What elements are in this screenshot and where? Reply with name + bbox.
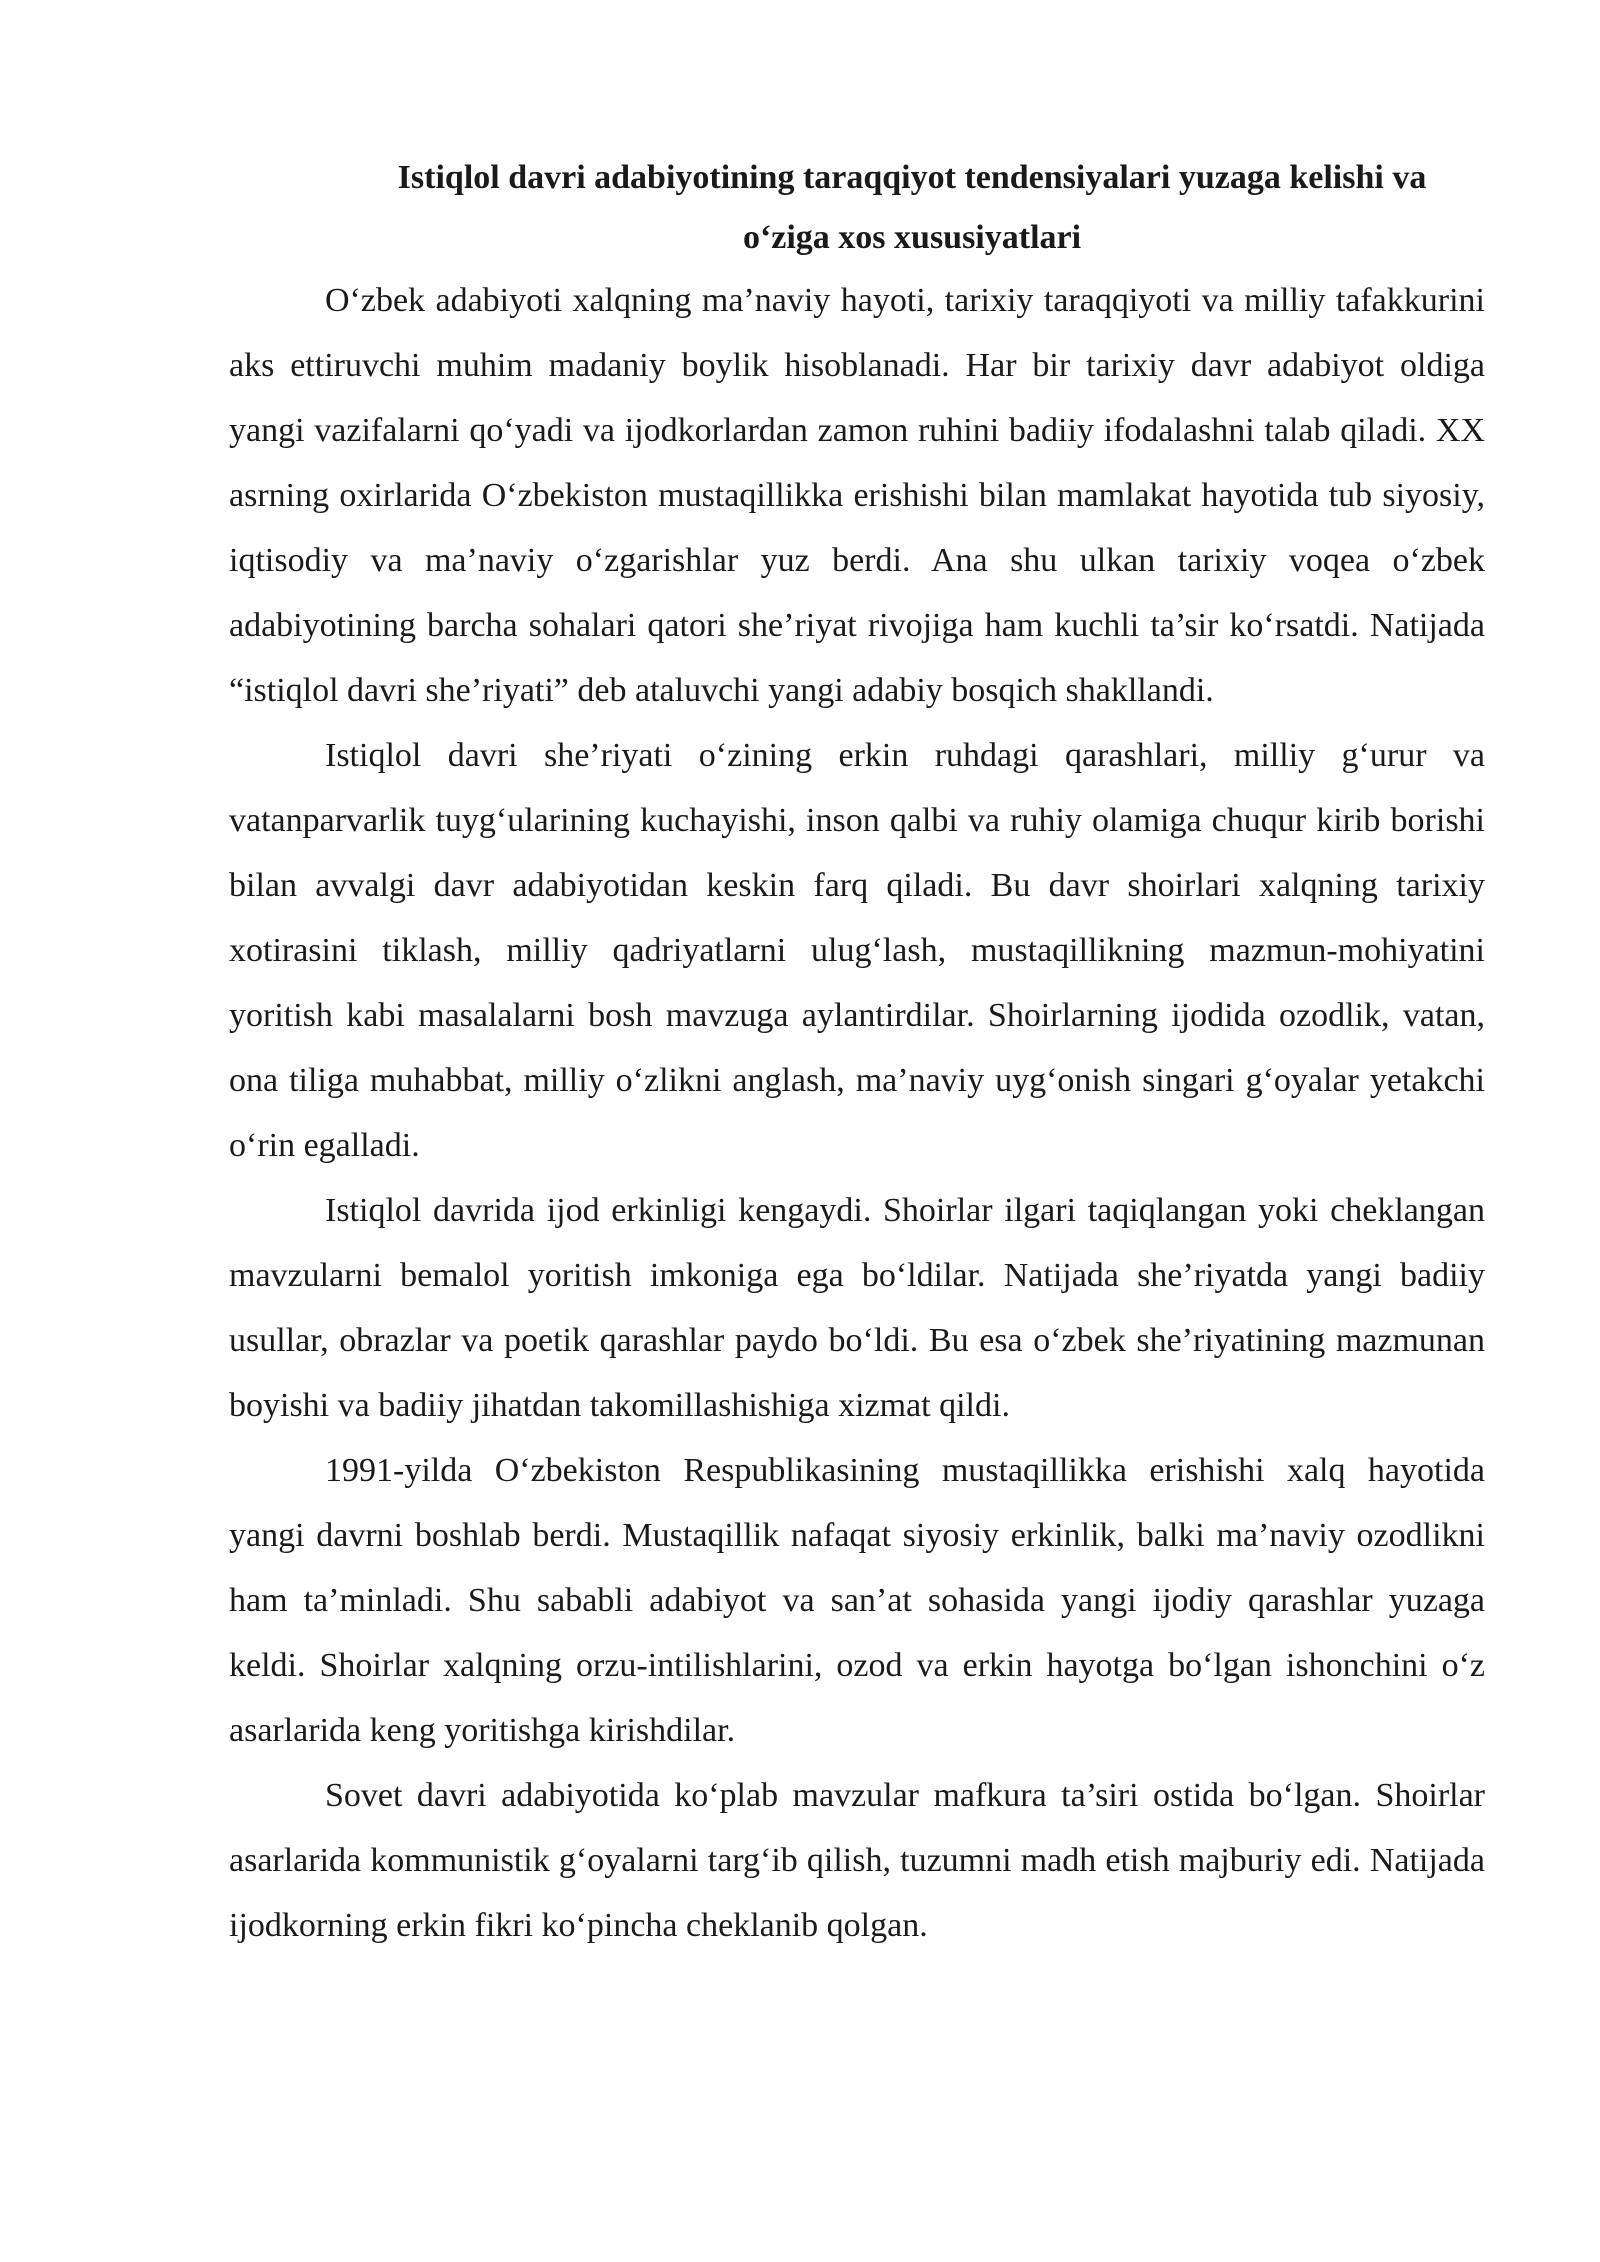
paragraph-5: Sovet davri adabiyotida ko‘plab mavzular mafkura ta’siri ostida bo‘lgan. Shoirlar asarlarida kommunistik g‘oyalarni targ‘ib qilish, tuzumni madh etish majburiy edi. Natijada ijodkorning erkin fikri ko‘pincha cheklanib qolgan. <box>229 1777 1485 1944</box>
title-line-1: Istiqlol davri adabiyotining taraqqiyot tendensiyalari yuzaga kelishi va <box>397 159 1427 196</box>
document-body <box>229 148 1485 1958</box>
paragraph-3: Istiqlol davrida ijod erkinligi kengaydi. Shoirlar ilgari taqiqlangan yoki cheklangan mavzularni bemalol yoritish imkoniga ega bo‘ldilar. Natijada she’riyatda yangi badiiy usullar, obrazlar va poetik qarashlar paydo bo‘ldi. Bu esa o‘zbek she’riyatining mazmunan boyishi va badiiy jihatdan takomillashishiga xizmat qildi. <box>229 1192 1485 1424</box>
paragraph-2: Istiqlol davri she’riyati o‘zining erkin ruhdagi qarashlari, milliy g‘urur va vatanparvarlik tuyg‘ularining kuchayishi, inson qalbi va ruhiy olamiga chuqur kirib borishi bilan avvalgi davr adabiyotidan keskin farq qiladi. Bu davr shoirlari xalqning tarixiy xotirasini tiklash, milliy qadriyatlarni ulug‘lash, mustaqillikning mazmun-mohiyatini yoritish kabi masalalarni bosh mavzuga aylantirdilar. Shoirlarning ijodida ozodlik, vatan, ona tiliga muhabbat, milliy o‘zlikni anglash, ma’naviy uyg‘onish singari g‘oyalar yetakchi o‘rin egalladi. <box>229 737 1485 1164</box>
document-title <box>229 148 1485 268</box>
paragraph-1: O‘zbek adabiyoti xalqning ma’naviy hayoti, tarixiy taraqqiyoti va milliy tafakkurini aks ettiruvchi muhim madaniy boylik hisoblanadi. Har bir tarixiy davr adabiyot oldiga yangi vazifalarni qo‘yadi va ijodkorlardan zamon ruhini badiiy ifodalashni talab qiladi. XX asrning oxirlarida O‘zbekiston mustaqillikka erishishi bilan mamlakat hayotida tub siyosiy, iqtisodiy va ma’naviy o‘zgarishlar yuz berdi. Ana shu ulkan tarixiy voqea o‘zbek adabiyotining barcha sohalari qatori she’riyat rivojiga ham kuchli ta’sir ko‘rsatdi. Natijada “istiqlol davri she’riyati” deb ataluvchi yangi adabiy bosqich shakllandi. <box>229 282 1485 709</box>
paragraph-4: 1991-yilda O‘zbekiston Respublikasining mustaqillikka erishishi xalq hayotida yangi davrni boshlab berdi. Mustaqillik nafaqat siyosiy erkinlik, balki ma’naviy ozodlikni ham ta’minladi. Shu sababli adabiyot va san’at sohasida yangi ijodiy qarashlar yuzaga keldi. Shoirlar xalqning orzu-intilishlarini, ozod va erkin hayotga bo‘lgan ishonchini o‘z asarlarida keng yoritishga kirishdilar. <box>229 1452 1485 1749</box>
title-line-2: o‘ziga xos xususiyatlari <box>742 219 1082 256</box>
